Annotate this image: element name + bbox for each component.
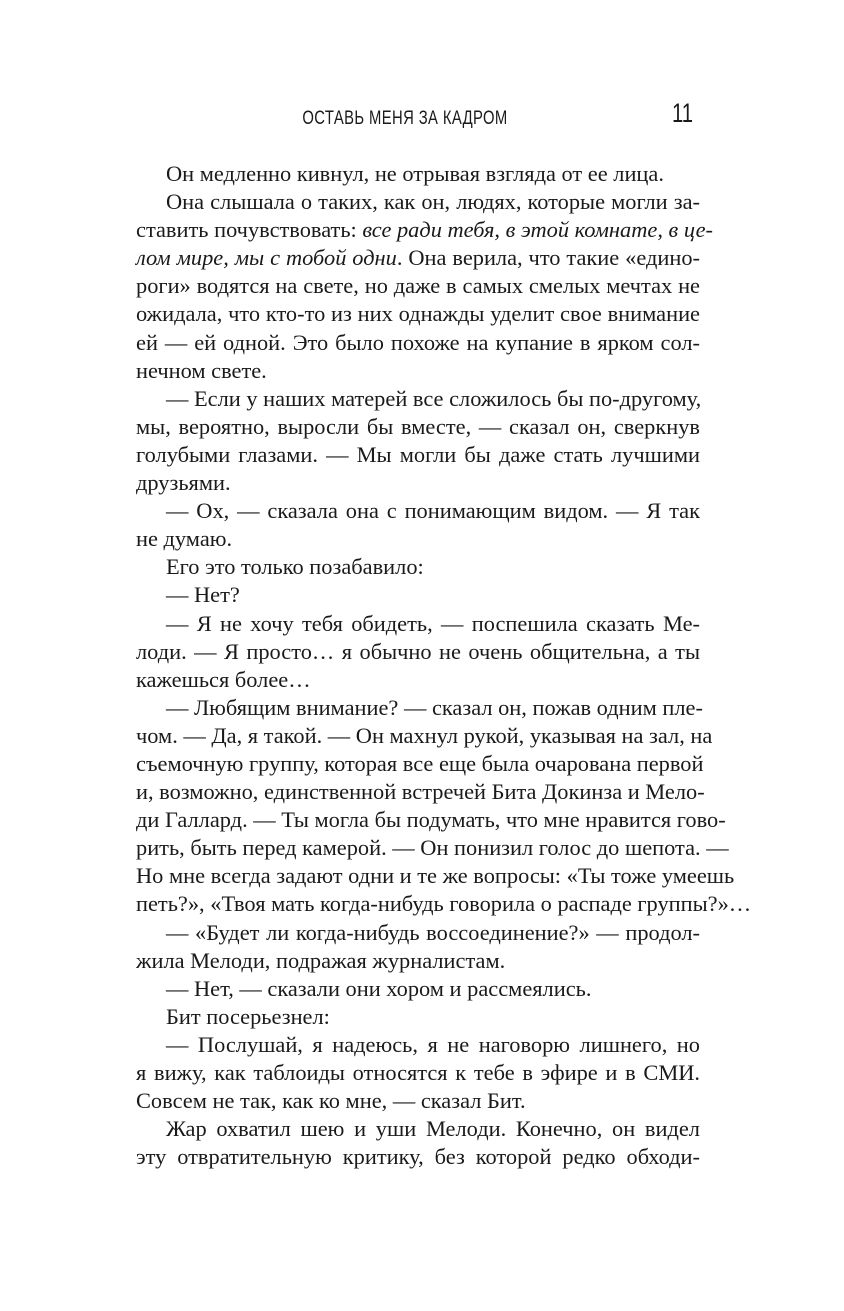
text-segment: я вижу, как таблоиды относятся к тебе в эфире и в СМИ. bbox=[136, 1060, 700, 1085]
text-line bbox=[136, 188, 700, 216]
text-line bbox=[136, 357, 700, 385]
text-segment: Его это только позабавило: bbox=[166, 554, 424, 580]
text-line bbox=[136, 413, 700, 441]
text-line bbox=[136, 890, 752, 918]
text-line bbox=[136, 1059, 700, 1087]
text-line bbox=[136, 862, 735, 890]
text-line bbox=[136, 385, 700, 413]
text-segment: — Я не хочу тебя обидеть, — поспешила сказать Ме- bbox=[166, 610, 700, 636]
text-line bbox=[136, 441, 700, 469]
text-segment: друзьями. bbox=[136, 470, 231, 496]
text-line bbox=[136, 975, 700, 1003]
text-line bbox=[136, 834, 729, 862]
text-line bbox=[136, 750, 704, 778]
text-segment: рить, быть перед камерой. — Он понизил голос до шепота. — bbox=[136, 835, 729, 861]
text-segment: мы, вероятно, выросли бы вместе, — сказал он, сверкнув bbox=[136, 413, 700, 439]
text-segment: — Ох, — сказала она с понимающим видом. — Я так bbox=[166, 498, 700, 524]
text-segment: голубыми глазами. — Мы могли бы даже стать лучшими bbox=[136, 441, 700, 467]
text-line bbox=[136, 160, 700, 188]
text-segment: и, возможно, единственной встречей Бита Докинза и Мело- bbox=[136, 779, 705, 805]
italic-text: все ради тебя, в этой комнате, в це- bbox=[362, 217, 713, 243]
text-line bbox=[136, 329, 700, 357]
text-segment: — «Будет ли когда-нибудь воссоединение?» — продол- bbox=[166, 919, 700, 945]
text-segment: эту отвратительную критику, без которой редко обходи- bbox=[136, 1144, 700, 1170]
text-line bbox=[136, 722, 713, 750]
text-line bbox=[136, 1143, 700, 1171]
text-line bbox=[136, 469, 700, 497]
text-segment: Совсем не так, как ко мне, — сказал Бит. bbox=[136, 1088, 526, 1114]
italic-text: лом мире, мы с тобой одни bbox=[136, 245, 397, 271]
text-segment: — Любящим внимание? — сказал он, пожав одним пле- bbox=[166, 694, 703, 720]
page-number: 11 bbox=[672, 98, 694, 128]
text-line bbox=[136, 694, 703, 722]
body-text bbox=[136, 160, 752, 1171]
text-line bbox=[136, 1031, 700, 1059]
text-line bbox=[136, 581, 700, 609]
text-line bbox=[136, 1003, 700, 1031]
text-line bbox=[136, 638, 700, 666]
text-line bbox=[136, 525, 700, 553]
text-line bbox=[136, 666, 700, 694]
text-segment: Жар охватил шею и уши Мелоди. Конечно, он видел bbox=[166, 1116, 700, 1142]
text-segment: — Послушай, я надеюсь, я не наговорю лишнего, но bbox=[166, 1031, 700, 1057]
running-title: ОСТАВЬ МЕНЯ ЗА КАДРОМ bbox=[302, 108, 508, 129]
text-segment: Он медленно кивнул, не отрывая взгляда от ее лица. bbox=[166, 161, 664, 186]
text-segment: жила Мелоди, подражая журналистам. bbox=[136, 947, 506, 973]
text-line bbox=[136, 947, 700, 975]
text-segment: кажешься более… bbox=[136, 666, 311, 692]
text-segment: . Она верила, что такие «едино- bbox=[396, 245, 700, 271]
text-line bbox=[136, 300, 700, 328]
text-segment: Она слышала о таких, как он, людях, которые могли за- bbox=[166, 189, 700, 215]
text-line bbox=[136, 244, 700, 272]
text-line bbox=[136, 216, 713, 244]
text-segment: ди Галлард. — Ты могла бы подумать, что мне нравится гово- bbox=[136, 807, 726, 833]
text-segment: Но мне всегда задают одни и те же вопросы: «Ты тоже умеешь bbox=[136, 863, 735, 889]
text-segment: нечном свете. bbox=[136, 357, 267, 383]
text-segment: — Нет? bbox=[166, 582, 240, 608]
text-line bbox=[136, 919, 700, 947]
text-segment: ожидала, что кто-то из них однажды уделит свое внимание bbox=[136, 301, 700, 327]
text-line bbox=[136, 778, 705, 806]
text-segment: — Нет, — сказали они хором и рассмеялись. bbox=[166, 975, 592, 1001]
text-line bbox=[136, 1087, 700, 1115]
text-segment: не думаю. bbox=[136, 526, 233, 552]
text-line bbox=[136, 272, 700, 300]
text-segment: ставить почувствовать: bbox=[136, 217, 363, 243]
text-line bbox=[136, 497, 700, 525]
text-line bbox=[136, 1115, 700, 1143]
text-segment: Бит посерьезнел: bbox=[166, 1003, 330, 1029]
text-line bbox=[136, 610, 700, 638]
text-segment: роги» водятся на свете, но даже в самых смелых мечтах не bbox=[136, 273, 700, 299]
text-line bbox=[136, 553, 700, 581]
text-segment: ей — ей одной. Это было похоже на купание в ярком сол- bbox=[136, 329, 700, 355]
text-line bbox=[136, 806, 726, 834]
text-segment: чом. — Да, я такой. — Он махнул рукой, указывая на зал, на bbox=[136, 722, 713, 748]
text-segment: съемочную группу, которая все еще была очарована первой bbox=[136, 750, 704, 776]
text-segment: петь?», «Твоя мать когда-нибудь говорила о распаде группы?»… bbox=[136, 891, 752, 917]
text-segment: лоди. — Я просто… я обычно не очень общительна, а ты bbox=[136, 638, 700, 664]
text-segment: — Если у наших матерей все сложилось бы по-другому, bbox=[166, 385, 702, 411]
